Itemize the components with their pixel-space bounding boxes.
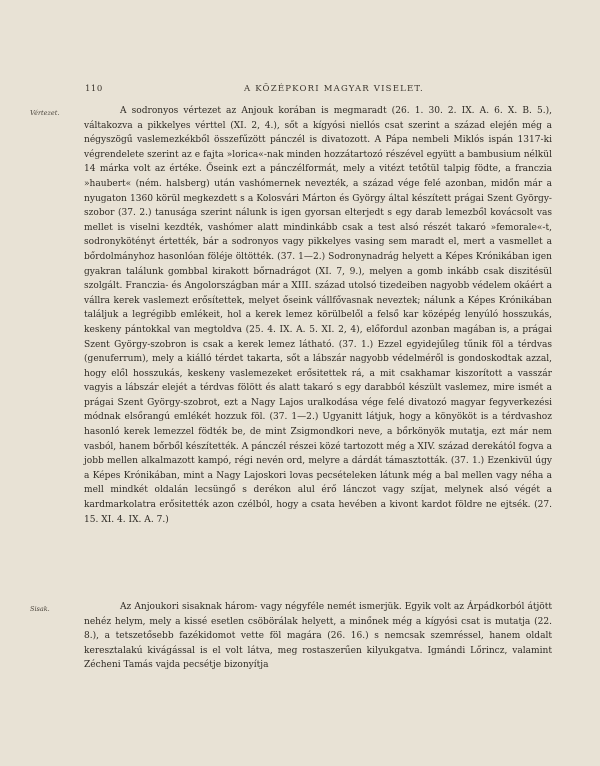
running-title: A KÖZÉPKORI MAGYAR VISELET. [244,84,424,94]
page-header [0,84,600,98]
paragraph-text: A sodronyos vértezet az Anjouk korában is megmaradt (26. 1. 30. 2. IX. A. 6. X. B. 5.), váltakozva a pikkelyes vérttel (XI. 2, 4.), sőt a kígyósi niellós csat szerint a század elején még a négyszögű vaslemezkékből összefűzött pánczél is divatozott. A Pápa nembeli Miklós ispán 1317-ki végrendelete szerint az e fajta »lorica«-nak minden hozzátartozó részével együtt a bambusium nélkül 14 márka volt az értéke. Őseink ezt a pánczélformát, mely a vitézt tetőtül talpig födte, a franczia »haubert« (ném. halsberg) után vashómernek nevezték, a század vége felé azonban, midőn már a nyugaton 1360 körül megkezdett s a Kolosvári Márton és György által készített prágai Szent György-szobor (37. 2.) tanusága szerint nálunk is igen gyorsan elterjedt s egy darab lemezből kovácsolt vas mellet is viselni kezdték, vashómer alatt mindinkább csak a test alsó részét takaró »femorale«-t, sodronykötényt értették, bár a sodronyos vagy pikkelyes vasing sem maradt el, mert a vasmellet a bőrdolmányhoz hasonlóan föléje öltötték. (37. 1—2.) Sodronynadrág helyett a Képes Krónikában igen gyakran találunk gombbal kirakott bőrnadrágot (XI. 7, 9.), melyen a gomb inkább csak diszitésül szolgált. Franczia- és Angolországban már a XIII. század utolsó tizedeiben nagyobb védelem okáért a vállra kerek vaslemezt erősítettek, melyet őseink vállfővasnak neveztek; nálunk a Képes Krónikában találjuk a legrégibb emlékeit, hol a kerek lemez körülbelől a felső kar középég lenyúló hosszukás, keskeny pántokkal van megtoldva (25. 4. IX. A. 5. XI. 2, 4), előfordul azonban magában is, a prágai Szent György-szobron is csak a kerek lemez látható. (37. 1.) Ezzel egyidejűleg tűnik föl a térdvas (genuferrum), mely a kiálló térdet takarta, sőt a lábszár nagyobb védelméről is gondoskodtak azzal, hogy elől hosszukás, keskeny vaslemezeket erősitettek rá, a mit csakhamar kiszorított a vasszár vagyis a lábszár elejét a térdvas fölött és alatt takaró s egy darabból készült vaslemez, mire ismét a prágai Szent György-szobrot, ezt a Nagy Lajos uralkodása vége felé divatozó magyar fegyverkezési módnak elsőrangú emlékét hozzuk föl. (37. 1—2.) Ugyanitt látjuk, hogy a könyököt is a térdvashoz hasonló kerek lemezzel födték be, de mint Zsigmondkori neve, a bőrkönyök mutatja, ezt már nem vasból, hanem bőrből készítették. A pánczél részei közé tartozott még a XIV. század derekától fogva a jobb mellen alkalmazott kampó, régi nevén ord, melyre a dárdát támasztották. (37. 1.) Ezenkivül úgy a Képes Krónikában, mint a Nagy Lajoskori lovas pecsételeken látunk még a bal mellen vagy néha a mell mindkét oldalán lecsüngő s derékon alul érő lánczot vagy szíjat, melynek alsó végét a kardmarkolatra erősitették azon czélból, hogy a csata hevében a kivont kardot földre ne ejtsék. (27. 15. XI. 4. IX. A. 7.) [84,106,552,525]
paragraph-sisak [84,600,552,673]
margin-note-sisak: Sisak. [30,605,50,613]
margin-note-vertezet: Vértezet. [30,109,60,117]
page-number: 110 [85,84,103,94]
paragraph-text: Az Anjoukori sisaknak három- vagy négyféle nemét ismerjük. Egyik volt az Árpádkorból átjött nehéz helym, mely a kissé esetlen csöbörálak helyett, a minőnek még a kígyósi csat is mutatja (22. 8.), a tetszetősebb fazékidomot vette föl magára (26. 16.) s nemcsak szemréssel, hanem oldalt keresztalakú kivágással is el volt látva, meg rostaszerűen kilyukgatva. Igmándi Lőrincz, valamint Zécheni Tamás vajda pecsétje bizonyítja [84,602,552,671]
paragraph-vertezet [84,104,552,527]
